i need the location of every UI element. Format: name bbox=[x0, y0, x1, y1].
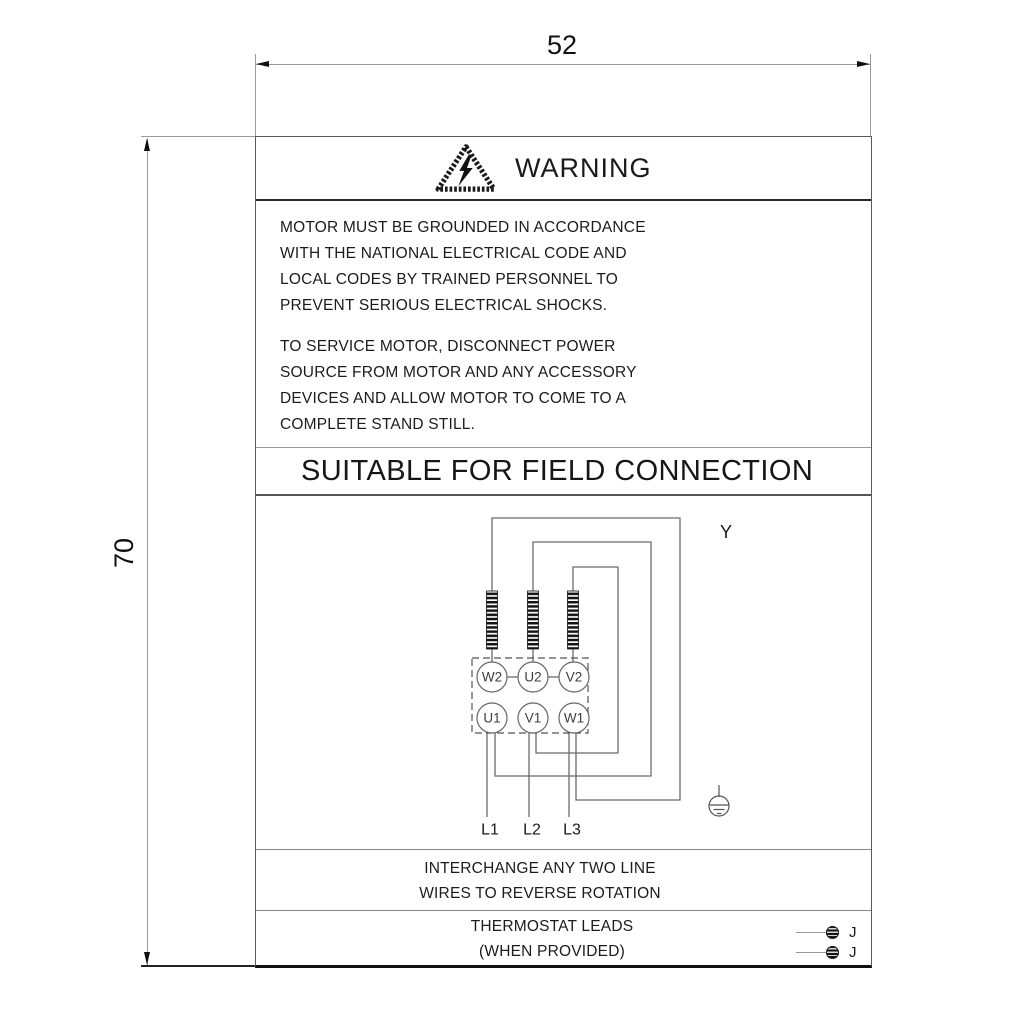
extension-line bbox=[141, 136, 255, 137]
terminal-label: V2 bbox=[565, 669, 583, 685]
body-line: TO SERVICE MOTOR, DISCONNECT POWER bbox=[280, 338, 616, 355]
height-dimension-line bbox=[147, 139, 148, 966]
body-line: COMPLETE STAND STILL. bbox=[280, 416, 476, 433]
motor-winding-coils bbox=[487, 591, 579, 649]
interchange-line2: WIRES TO REVERSE ROTATION bbox=[419, 885, 661, 902]
width-dimension-value: 52 bbox=[546, 30, 578, 60]
lead-terminal-icon bbox=[826, 946, 839, 959]
dimension-arrow-right-icon bbox=[857, 61, 870, 67]
width-dimension-line bbox=[256, 64, 870, 65]
line-lead-labels bbox=[481, 822, 581, 839]
motor-warning-label bbox=[255, 136, 872, 968]
body-line: LOCAL CODES BY TRAINED PERSONNEL TO bbox=[280, 271, 619, 288]
rotation-note-section bbox=[256, 849, 871, 910]
grounding-paragraph bbox=[280, 215, 871, 319]
thermostat-line1: THERMOSTAT LEADS bbox=[470, 918, 634, 935]
lead-label: J bbox=[849, 943, 857, 961]
terminal-label: V1 bbox=[524, 710, 542, 726]
line-lead-label: L2 bbox=[523, 821, 541, 839]
interchange-line1: INTERCHANGE ANY TWO LINE bbox=[424, 860, 656, 877]
suitable-heading-band bbox=[256, 447, 871, 496]
coil-icon bbox=[487, 591, 498, 649]
lead-wire bbox=[796, 952, 826, 953]
dimension-arrow-up-icon bbox=[144, 138, 150, 151]
warning-body-text bbox=[256, 203, 871, 447]
earth-ground-icon bbox=[709, 785, 729, 816]
body-line: WITH THE NATIONAL ELECTRICAL CODE AND bbox=[280, 245, 627, 262]
thermostat-lead-row bbox=[796, 945, 857, 959]
terminal-label: U2 bbox=[524, 669, 542, 685]
body-line: PREVENT SERIOUS ELECTRICAL SHOCKS. bbox=[280, 297, 608, 314]
dimension-arrow-left-icon bbox=[256, 61, 269, 67]
terminal-label: W1 bbox=[563, 710, 585, 726]
height-dimension-value: 70 bbox=[108, 537, 139, 569]
body-line: DEVICES AND ALLOW MOTOR TO COME TO A bbox=[280, 390, 626, 407]
extension-line bbox=[255, 54, 256, 136]
line-lead-label: L1 bbox=[481, 821, 499, 839]
extension-line bbox=[141, 965, 255, 967]
wiring-diagram bbox=[256, 496, 871, 849]
terminal-label: W2 bbox=[481, 669, 503, 685]
warning-title: WARNING bbox=[515, 152, 652, 183]
suitable-heading: SUITABLE FOR FIELD CONNECTION bbox=[301, 454, 814, 487]
coil-icon bbox=[528, 591, 539, 649]
wye-connection-label: Y bbox=[719, 522, 733, 542]
lead-terminal-icon bbox=[826, 926, 839, 939]
high-voltage-warning-icon bbox=[434, 143, 498, 193]
thermostat-line2: (WHEN PROVIDED) bbox=[479, 943, 625, 960]
lead-wire bbox=[796, 932, 826, 933]
line-lead-label: L3 bbox=[563, 821, 581, 839]
body-line: SOURCE FROM MOTOR AND ANY ACCESSORY bbox=[280, 364, 637, 381]
terminal-labels bbox=[482, 670, 584, 726]
terminal-label: U1 bbox=[483, 710, 501, 726]
thermostat-lead-row bbox=[796, 925, 857, 939]
coil-icon bbox=[568, 591, 579, 649]
thermostat-text bbox=[256, 911, 871, 964]
lead-label: J bbox=[849, 923, 857, 941]
body-line: MOTOR MUST BE GROUNDED IN ACCORDANCE bbox=[280, 219, 646, 236]
dimension-arrow-down-icon bbox=[144, 952, 150, 965]
warning-header-band bbox=[256, 137, 871, 201]
extension-line bbox=[870, 54, 871, 136]
wye-connection-schematic bbox=[256, 496, 871, 849]
thermostat-section bbox=[256, 910, 871, 966]
service-paragraph bbox=[280, 334, 871, 438]
